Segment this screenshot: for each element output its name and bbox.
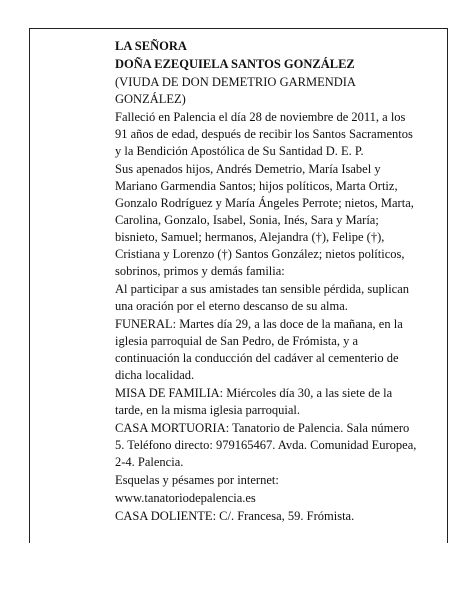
- death-paragraph: Falleció en Palencia el día 28 de noviembre de 2011, a los 91 años de edad, después de recibir los Santos Sacramentos y la Bendición Apostólica de Su Santidad D. E. P.: [115, 110, 413, 158]
- obituary-notice: [115, 38, 420, 526]
- notice-heading-title: LA SEÑORA: [115, 39, 187, 53]
- request-paragraph: Al participar a sus amistades tan sensible pérdida, suplican una oración por el eterno descanso de su alma.: [115, 282, 410, 313]
- deceased-name: DOÑA EZEQUIELA SANTOS GONZÁLEZ: [115, 57, 355, 71]
- funeral-home-paragraph: CASA MORTUORIA: Tanatorio de Palencia. Sala número 5. Teléfono directo: 979165467. Avda. Comunidad Europea, 2-4. Palencia.: [115, 421, 417, 469]
- family-mass-paragraph: MISA DE FAMILIA: Miércoles día 30, a las siete de la tarde, en la misma iglesia parroquial.: [115, 386, 393, 417]
- condolences-label: Esquelas y pésames por internet:: [115, 473, 279, 487]
- mourning-house-paragraph: CASA DOLIENTE: C/. Francesa, 59. Frómista.: [115, 509, 355, 523]
- widow-of-line: (VIUDA DE DON DEMETRIO GARMENDIA GONZÁLEZ): [115, 75, 356, 106]
- family-paragraph: Sus apenados hijos, Andrés Demetrio, María Isabel y Mariano Garmendia Santos; hijos políticos, Marta Ortiz, Gonzalo Rodríguez y María Ángeles Perrote; nietos, Marta, Carolina, Gonzalo, Isabel, Sonia, Inés, Sara y María; bisnieto, Samuel; hermanos, Alejandra (†), Felipe (†), Cristiana y Lorenzo (†) Santos González; nietos políticos, sobrinos, primos y demás familia:: [115, 162, 414, 278]
- condolences-url: www.tanatoriodepalencia.es: [115, 491, 256, 505]
- funeral-paragraph: FUNERAL: Martes día 29, a las doce de la mañana, en la iglesia parroquial de San Pedro, de Frómista, y a continuación la conducción del cadáver al cementerio de dicha localidad.: [115, 317, 403, 382]
